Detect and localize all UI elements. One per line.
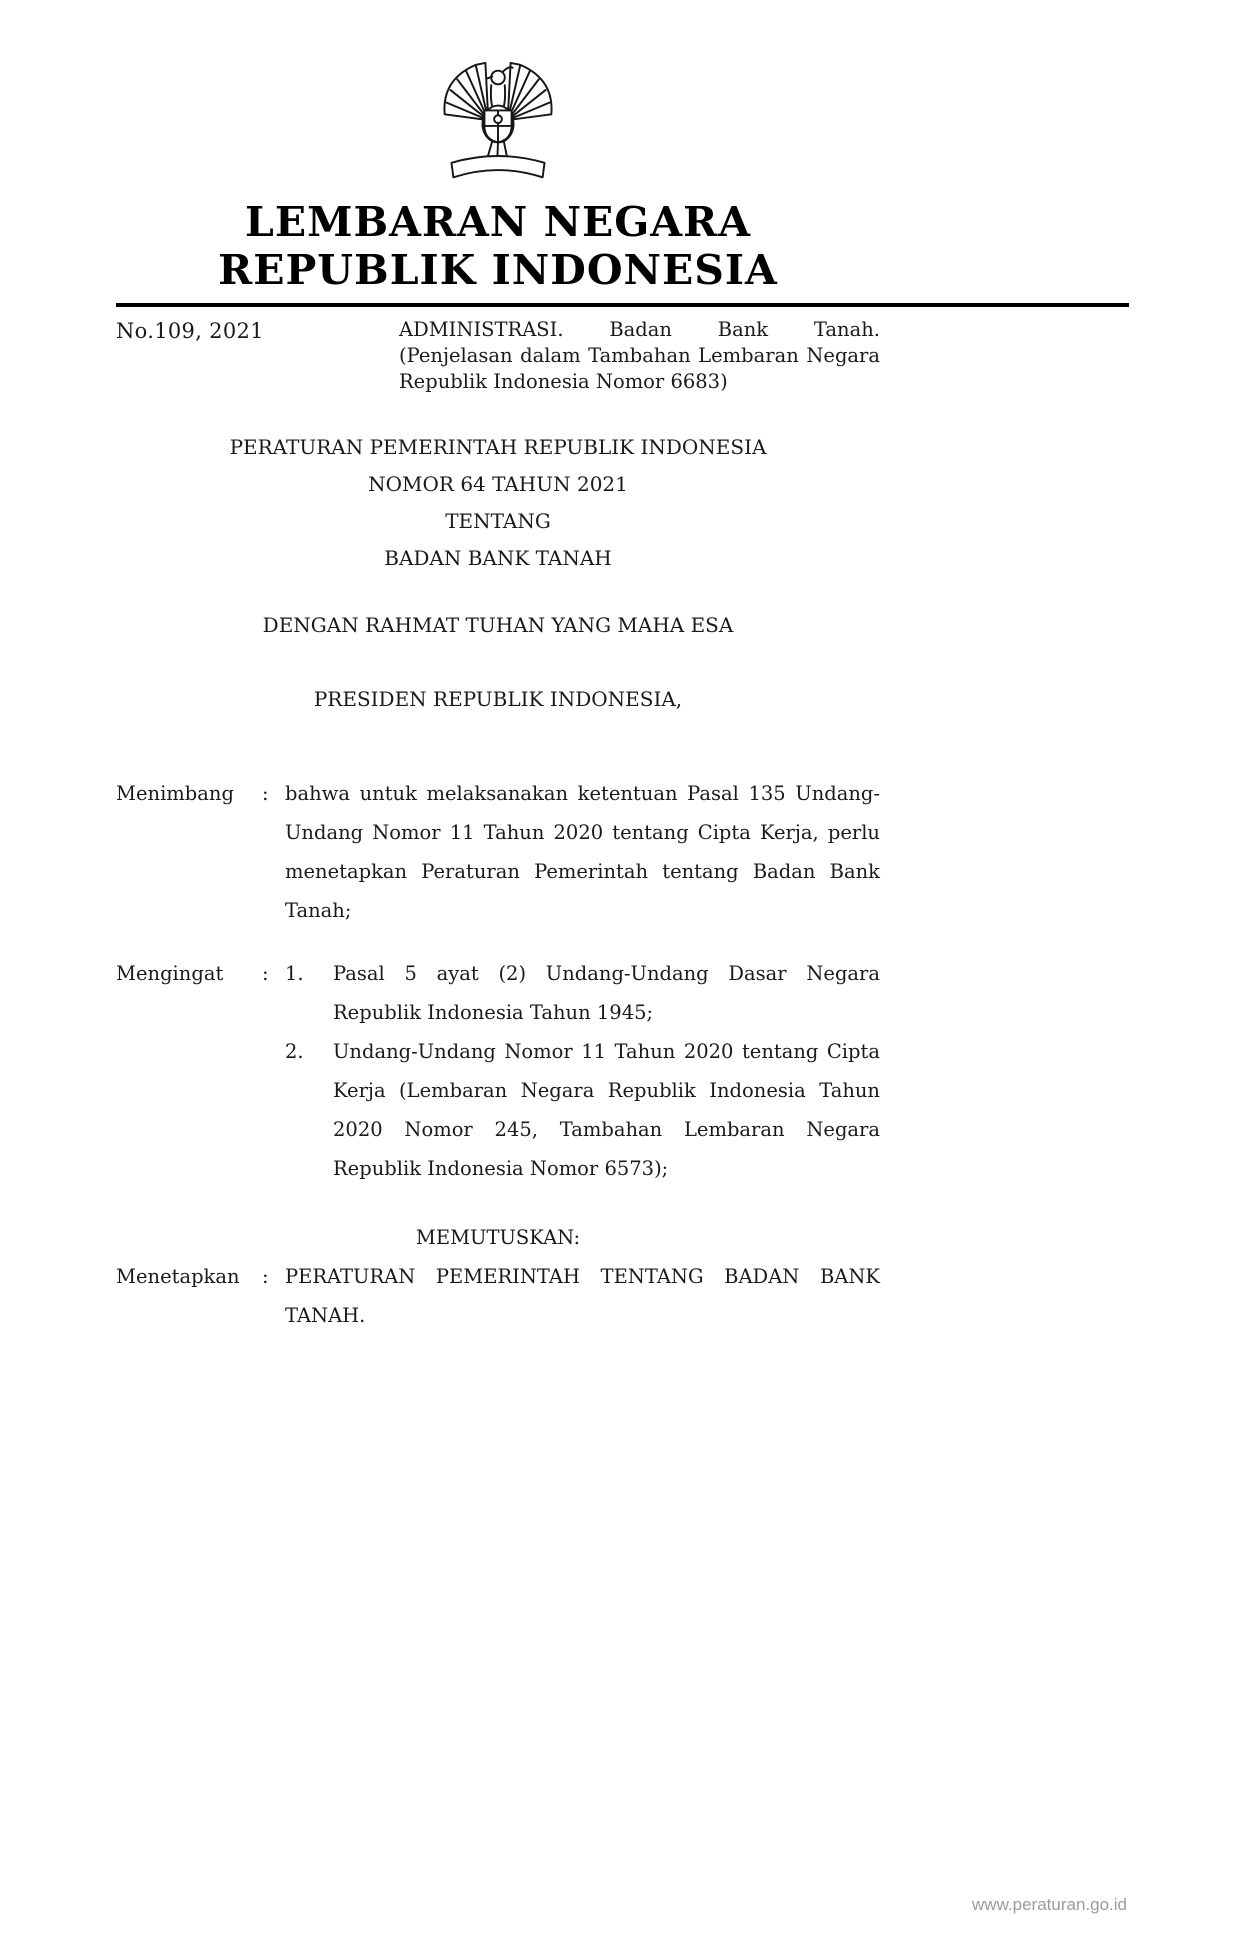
- mengingat-item-1: [285, 954, 880, 1032]
- mengingat-body: [285, 954, 880, 1188]
- mengingat-text-line: 2020 Nomor 245, Tambahan Lembaran Negara: [333, 1118, 880, 1141]
- subject-line: ADMINISTRASI. Badan Bank Tanah.: [399, 318, 880, 341]
- mengingat-text-line: Pasal 5 ayat (2) Undang-Undang Dasar Negara: [333, 962, 880, 985]
- menetapkan-section: [116, 1257, 880, 1335]
- regulation-title: [116, 429, 880, 577]
- regulation-subject-line: BADAN BANK TANAH: [384, 546, 612, 570]
- mengingat-text-line: Republik Indonesia Tahun 1945;: [333, 1001, 654, 1024]
- subject-line: Republik Indonesia Nomor 6683): [399, 370, 728, 393]
- mengingat-text-line: Republik Indonesia Nomor 6573);: [333, 1157, 669, 1180]
- menetapkan-colon: :: [262, 1265, 269, 1288]
- gazette-header: [116, 317, 880, 395]
- mengingat-label: Mengingat: [116, 962, 224, 985]
- menimbang-label: Menimbang: [116, 782, 234, 805]
- menetapkan-label: Menetapkan: [116, 1265, 240, 1288]
- menetapkan-text-line: PERATURAN PEMERINTAH TENTANG BADAN BANK: [285, 1265, 880, 1288]
- menimbang-colon: :: [262, 782, 269, 805]
- mengingat-text-line: Kerja (Lembaran Negara Republik Indonesia Tahun: [333, 1079, 880, 1102]
- memutuskan-heading: MEMUTUSKAN:: [415, 1226, 581, 1249]
- invocation-line: DENGAN RAHMAT TUHAN YANG MAHA ESA: [262, 613, 734, 637]
- subject-block: [399, 317, 880, 395]
- masthead-line-1: LEMBARAN NEGARA: [245, 198, 751, 246]
- menimbang-text-line: Undang Nomor 11 Tahun 2020 tentang Cipta Kerja, perlu: [285, 821, 880, 844]
- subject-line: (Penjelasan dalam Tambahan Lembaran Negara: [399, 344, 880, 367]
- item-text: [333, 954, 880, 1032]
- regulation-title-line: PERATURAN PEMERINTAH REPUBLIK INDONESIA: [229, 435, 767, 459]
- mengingat-colon: :: [262, 962, 269, 985]
- menimbang-text-line: Tanah;: [285, 899, 352, 922]
- watermark-url: www.peraturan.go.id: [972, 1895, 1127, 1914]
- item-text: [333, 1032, 880, 1188]
- regulation-number-line: NOMOR 64 TAHUN 2021: [368, 472, 628, 496]
- issue-number: No.109, 2021: [116, 319, 264, 343]
- masthead-line-2: REPUBLIK INDONESIA: [218, 246, 778, 294]
- authority-line: PRESIDEN REPUBLIK INDONESIA,: [313, 687, 683, 711]
- masthead-title: [116, 198, 880, 294]
- item-number: 2.: [285, 1040, 304, 1063]
- mengingat-item-2: [285, 1032, 880, 1188]
- item-number: 1.: [285, 962, 304, 985]
- regulation-tentang-line: TENTANG: [445, 509, 551, 533]
- menimbang-body: [285, 774, 880, 930]
- menetapkan-body: [285, 1257, 880, 1335]
- menimbang-section: [116, 774, 880, 930]
- masthead-divider: [116, 303, 1129, 307]
- menimbang-text-line: menetapkan Peraturan Pemerintah tentang Badan Bank: [285, 860, 880, 883]
- menimbang-text-line: bahwa untuk melaksanakan ketentuan Pasal 135 Undang-: [285, 782, 880, 805]
- mengingat-section: [116, 954, 880, 1188]
- menetapkan-text-line: TANAH.: [285, 1304, 366, 1327]
- mengingat-text-line: Undang-Undang Nomor 11 Tahun 2020 tentang Cipta: [333, 1040, 880, 1063]
- garuda-pancasila-emblem: [439, 60, 557, 188]
